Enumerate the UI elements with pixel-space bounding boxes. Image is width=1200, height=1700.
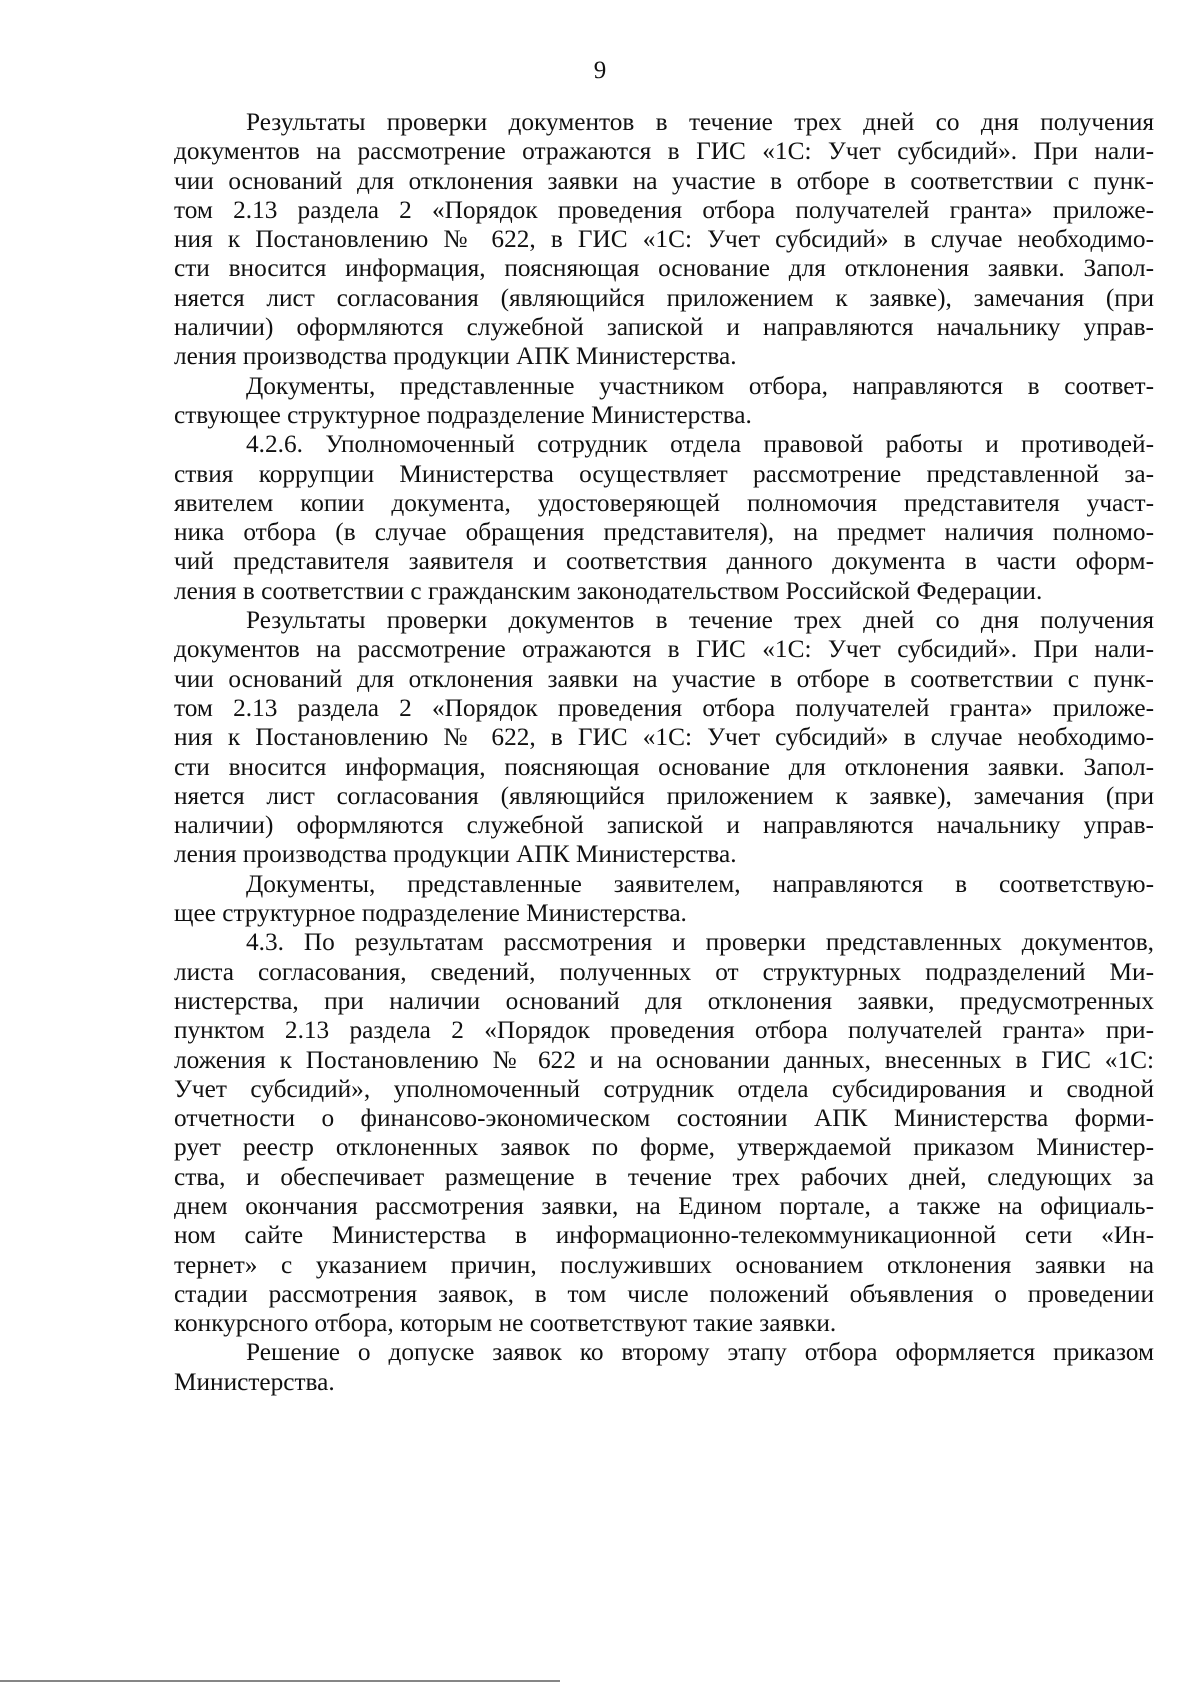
scan-edge-line bbox=[0, 1680, 560, 1682]
text-line: ния к Постановлению № 622, в ГИС «1С: Учет субсидий» в случае необходимо- bbox=[174, 225, 1154, 254]
text-line: отчетности о финансово-экономическом состоянии АПК Министерства форми- bbox=[174, 1104, 1154, 1133]
paragraph bbox=[174, 430, 1154, 606]
text-line: сти вносится информация, поясняющая основание для отклонения заявки. Запол- bbox=[174, 254, 1154, 283]
text-line: наличии) оформляются служебной запиской и направляются начальнику управ- bbox=[174, 811, 1154, 840]
text-line: явителем копии документа, удостоверяющей полномочия представителя участ- bbox=[174, 488, 1154, 517]
paragraph bbox=[174, 606, 1154, 870]
text-line: Результаты проверки документов в течение трех дней со дня получения bbox=[246, 606, 1154, 635]
text-line: Министерства. bbox=[174, 1367, 335, 1396]
text-line: ложения к Постановлению № 622 и на основании данных, внесенных в ГИС «1С: bbox=[174, 1045, 1154, 1074]
text-line: ления в соответствии с гражданским законодательством Российской Федерации. bbox=[174, 576, 1043, 605]
text-line: днем окончания рассмотрения заявки, на Едином портале, а также на официаль- bbox=[174, 1191, 1154, 1220]
text-line: Результаты проверки документов в течение трех дней со дня получения bbox=[246, 108, 1154, 136]
text-line: няется лист согласования (являющийся приложением к заявке), замечания (при bbox=[174, 283, 1154, 312]
text-line: ления производства продукции АПК Министерства. bbox=[174, 342, 737, 371]
text-line: Учет субсидий», уполномоченный сотрудник отдела субсидирования и сводной bbox=[174, 1074, 1154, 1103]
text-line: том 2.13 раздела 2 «Порядок проведения отбора получателей гранта» приложе- bbox=[174, 195, 1154, 224]
text-line: Документы, представленные заявителем, направляются в соответствую- bbox=[246, 869, 1154, 898]
text-line: 4.2.6. Уполномоченный сотрудник отдела правовой работы и противодей- bbox=[246, 430, 1154, 459]
text-line: чии оснований для отклонения заявки на участие в отборе в соответствии с пунк- bbox=[174, 664, 1154, 693]
text-line: тернет» с указанием причин, послуживших основанием отклонения заявки на bbox=[174, 1250, 1154, 1279]
text-line: нистерства, при наличии оснований для отклонения заявки, предусмотренных bbox=[174, 986, 1154, 1015]
text-line: рует реестр отклоненных заявок по форме, утверждаемой приказом Министер- bbox=[174, 1133, 1154, 1162]
text-line: чии оснований для отклонения заявки на участие в отборе в соответствии с пунк- bbox=[174, 166, 1154, 195]
text-line: Решение о допуске заявок ко второму этапу отбора оформляется приказом bbox=[246, 1338, 1154, 1367]
text-line: наличии) оформляются служебной запиской и направляются начальнику управ- bbox=[174, 313, 1154, 342]
text-line: конкурсного отбора, которым не соответствуют такие заявки. bbox=[174, 1309, 837, 1338]
text-line: ном сайте Министерства в информационно-телекоммуникационной сети «Ин- bbox=[174, 1221, 1154, 1250]
text-line: Документы, представленные участником отбора, направляются в соответ- bbox=[246, 371, 1154, 400]
text-line: сти вносится информация, поясняющая основание для отклонения заявки. Запол- bbox=[174, 752, 1154, 781]
text-line: том 2.13 раздела 2 «Порядок проведения отбора получателей гранта» приложе- bbox=[174, 693, 1154, 722]
paragraph bbox=[174, 372, 1154, 431]
text-line: ника отбора (в случае обращения представителя), на предмет наличия полномо- bbox=[174, 518, 1154, 547]
text-line: ствия коррупции Министерства осуществляет рассмотрение представленной за- bbox=[174, 459, 1154, 488]
text-line: 4.3. По результатам рассмотрения и проверки представленных документов, bbox=[246, 928, 1154, 957]
text-line: щее структурное подразделение Министерства. bbox=[174, 899, 687, 928]
text-line: документов на рассмотрение отражаются в ГИС «1С: Учет субсидий». При нали- bbox=[174, 635, 1154, 664]
paragraph bbox=[174, 928, 1154, 1338]
text-line: чий представителя заявителя и соответствия данного документа в части оформ- bbox=[174, 547, 1154, 576]
text-line: няется лист согласования (являющийся приложением к заявке), замечания (при bbox=[174, 781, 1154, 810]
text-line: ства, и обеспечивает размещение в течение трех рабочих дней, следующих за bbox=[174, 1162, 1154, 1191]
document-body bbox=[174, 108, 1154, 1397]
text-line: ния к Постановлению № 622, в ГИС «1С: Учет субсидий» в случае необходимо- bbox=[174, 723, 1154, 752]
text-line: ления производства продукции АПК Министерства. bbox=[174, 840, 737, 869]
page-number: 9 bbox=[593, 57, 607, 84]
text-line: листа согласования, сведений, полученных от структурных подразделений Ми- bbox=[174, 957, 1154, 986]
text-line: документов на рассмотрение отражаются в ГИС «1С: Учет субсидий». При нали- bbox=[174, 137, 1154, 166]
paragraph bbox=[174, 870, 1154, 929]
text-line: пунктом 2.13 раздела 2 «Порядок проведения отбора получателей гранта» при- bbox=[174, 1016, 1154, 1045]
paragraph bbox=[174, 1338, 1154, 1397]
text-line: ствующее структурное подразделение Министерства. bbox=[174, 400, 752, 429]
paragraph bbox=[174, 108, 1154, 372]
text-line: стадии рассмотрения заявок, в том числе положений объявления о проведении bbox=[174, 1279, 1154, 1308]
